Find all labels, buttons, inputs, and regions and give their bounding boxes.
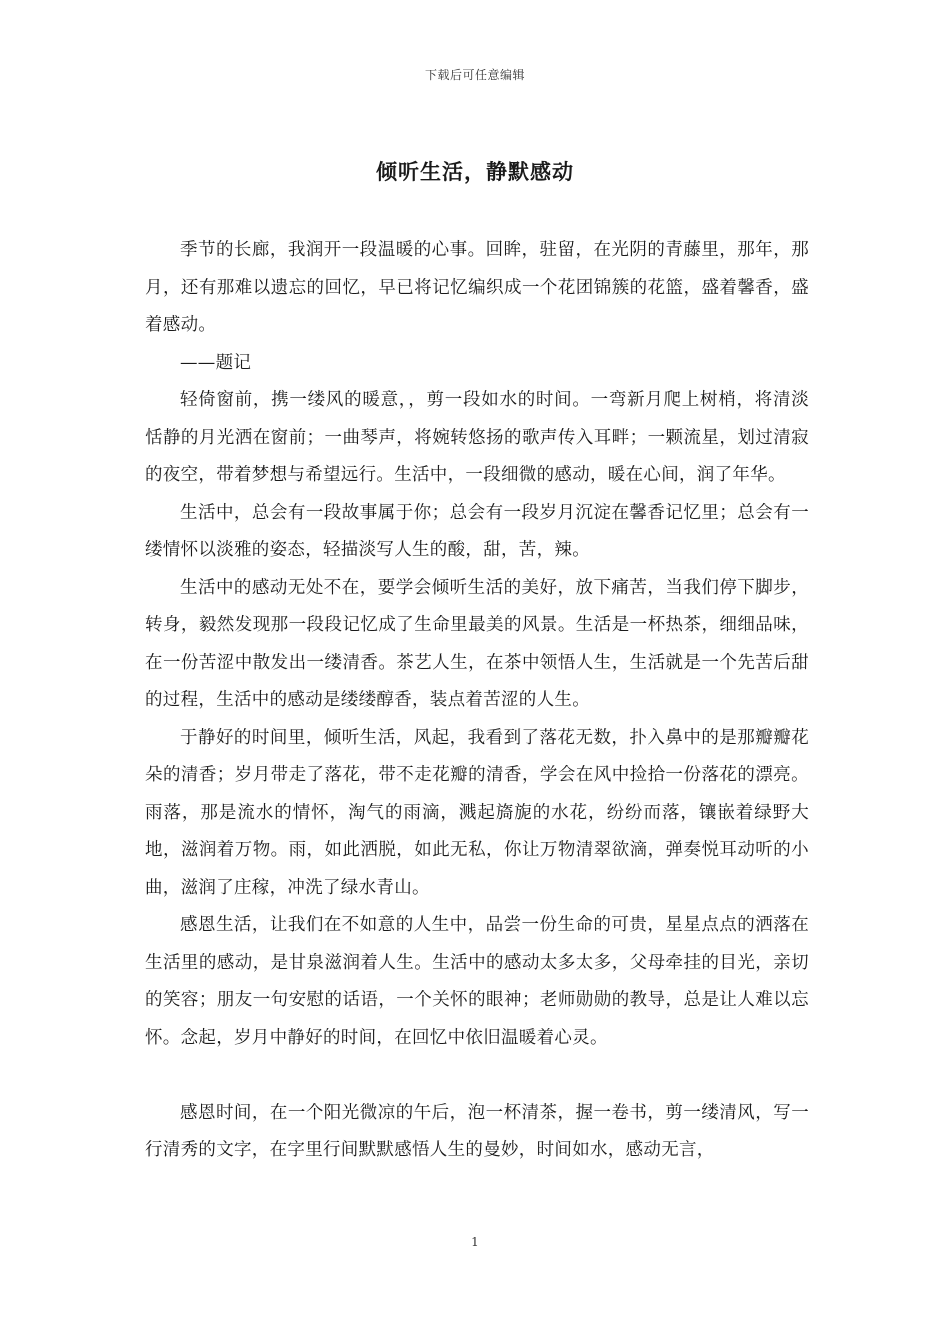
document-title: 倾听生活，静默感动	[376, 159, 574, 184]
paragraph-epigraph-note: ——题记	[180, 352, 252, 373]
paragraph-intro: 季节的长廊，我润开一段温暖的心事。回眸，驻留，在光阴的青藤里，那年，那月，还有那难以遗忘的回忆，早已将记忆编织成一个花团锦簇的花篮，盛着馨香，盛着感动。	[145, 240, 809, 335]
paragraph: 生活中的感动无处不在，要学会倾听生活的美好，放下痛苦，当我们停下脚步，转身，毅然发现那一段段记忆成了生命里最美的风景。生活是一杯热茶，细细品味，在一份苦涩中散发出一缕清香。茶艺人生，在茶中领悟人生，生活就是一个先苦后甜的过程，生活中的感动是缕缕醇香，装点着苦涩的人生。	[145, 577, 809, 710]
paragraph: 于静好的时间里，倾听生活，风起，我看到了落花无数，扑入鼻中的是那瓣瓣花朵的清香；岁月带走了落花，带不走花瓣的清香，学会在风中捡拾一份落花的漂亮。雨落，那是流水的情怀，淘气的雨滴，溅起旖旎的水花，纷纷而落，镶嵌着绿野大地，滋润着万物。雨，如此洒脱，如此无私，你让万物清翠欲滴，弹奏悦耳动听的小曲，滋润了庄稼，冲洗了绿水青山。	[145, 727, 809, 898]
paragraph: 感恩时间，在一个阳光微凉的午后，泡一杯清茶，握一卷书，剪一缕清风，写一行清秀的文字，在字里行间默默感悟人生的曼妙，时间如水，感动无言，	[145, 1102, 809, 1160]
page-header: 下载后可任意编辑	[424, 68, 525, 82]
paragraph: 轻倚窗前，携一缕风的暖意，，剪一段如水的时间。一弯新月爬上树梢，将清淡恬静的月光洒在窗前；一曲琴声，将婉转悠扬的歌声传入耳畔；一颗流星，划过清寂的夜空，带着梦想与希望远行。生活中，一段细微的感动，暖在心间，润了年华。	[145, 390, 809, 485]
document-body	[145, 232, 809, 1170]
page-number: 1	[471, 1235, 479, 1249]
paragraph-spacer	[145, 1057, 809, 1095]
paragraph: 生活中，总会有一段故事属于你；总会有一段岁月沉淀在馨香记忆里；总会有一缕情怀以淡雅的姿态，轻描淡写人生的酸，甜，苦，辣。	[145, 502, 809, 560]
paragraph: 感恩生活，让我们在不如意的人生中，品尝一份生命的可贵，星星点点的洒落在生活里的感动，是甘泉滋润着人生。生活中的感动太多太多，父母牵挂的目光，亲切的笑容；朋友一句安慰的话语，一个关怀的眼神；老师勋勋的教导，总是让人难以忘怀。念起，岁月中静好的时间，在回忆中依旧温暖着心灵。	[145, 915, 809, 1048]
